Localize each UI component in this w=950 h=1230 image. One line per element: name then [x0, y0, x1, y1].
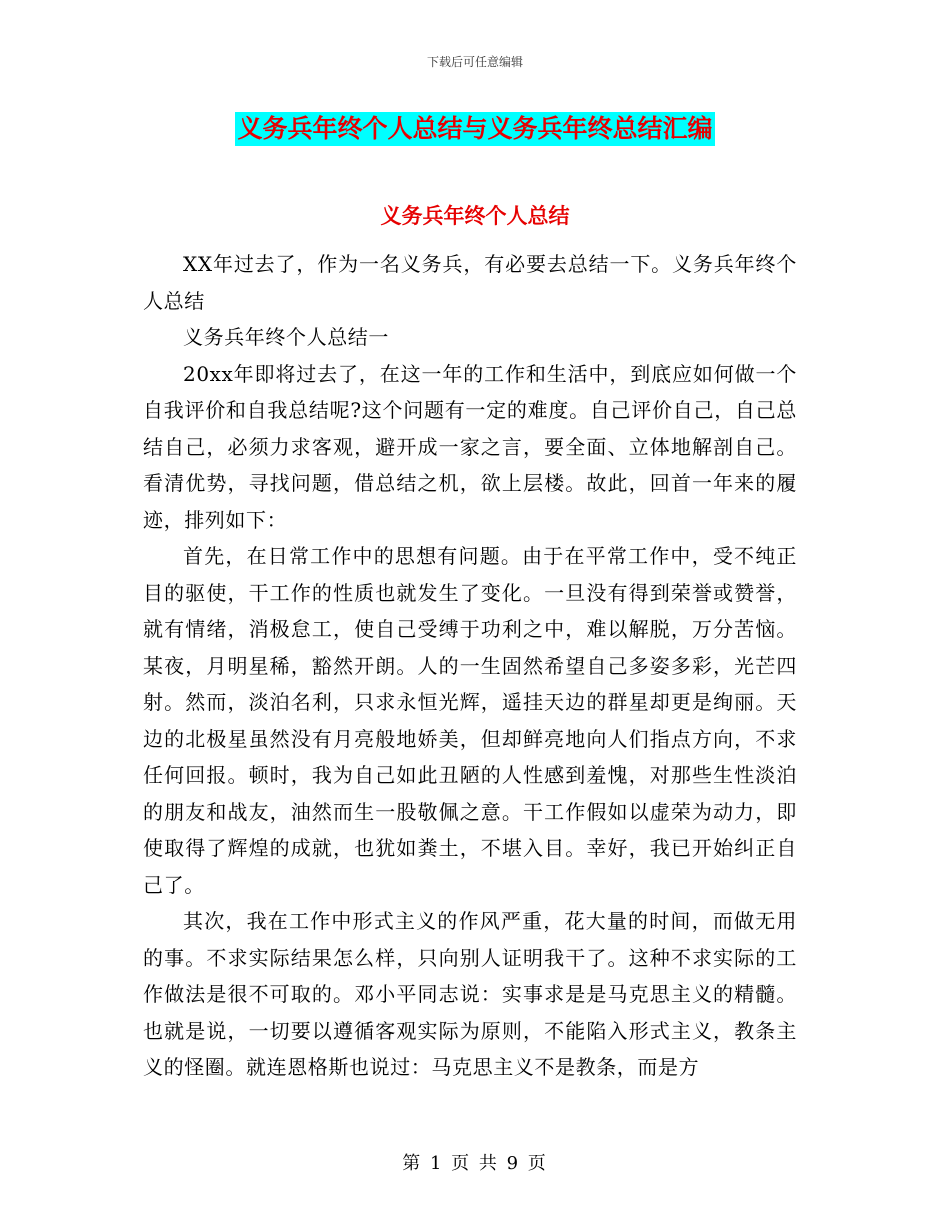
paragraph: XX年过去了，作为一名义务兵，有必要去总结一下。义务兵年终个人总结	[143, 252, 797, 313]
paragraph: 其次，我在工作中形式主义的作风严重，花大量的时间，而做无用的事。不求实际结果怎么样，只向别人证明我干了。这种不求实际的工作做法是很不可取的。邓小平同志说：实事求是是马克思主义的精髓。也就是说，一切要以遵循客观实际为原则，不能陷入形式主义，教条主义的怪圈。就连恩格斯也说过：马克思主义不是教条，而是方	[143, 909, 797, 1079]
document-body	[143, 246, 797, 1086]
paragraph: 义务兵年终个人总结一	[183, 325, 389, 349]
header-note: 下载后可任意编辑	[426, 55, 523, 69]
paragraph: 20xx年即将过去了，在这一年的工作和生活中，到底应如何做一个自我评价和自我总结呢?这个问题有一定的难度。自己评价自己，自己总结自己，必须力求客观，避开成一家之言，要全面、立体地解剖自己。看清优势，寻找问题，借总结之机，欲上层楼。故此，回首一年来的履迹，排列如下：	[143, 361, 797, 532]
page-number: 第 1 页 共 9 页	[402, 1153, 548, 1174]
document-title: 义务兵年终个人总结与义务兵年终总结汇编	[235, 112, 714, 146]
section-title: 义务兵年终个人总结	[380, 203, 570, 228]
paragraph: 首先，在日常工作中的思想有问题。由于在平常工作中，受不纯正目的驱使，干工作的性质也就发生了变化。一旦没有得到荣誉或赞誉，就有情绪，消极怠工，使自己受缚于功利之中，难以解脱，万分苦恼。某夜，月明星稀，豁然开朗。人的一生固然希望自己多姿多彩，光芒四射。然而，淡泊名利，只求永恒光辉，遥挂天边的群星却更是绚丽。天边的北极星虽然没有月亮般地娇美，但却鲜亮地向人们指点方向，不求任何回报。顿时，我为自己如此丑陋的人性感到羞愧，对那些生性淡泊的朋友和战友，油然而生一股敬佩之意。干工作假如以虚荣为动力，即使取得了辉煌的成就，也犹如粪土，不堪入目。幸好，我已开始纠正自己了。	[143, 544, 797, 897]
document-title-container	[0, 112, 950, 146]
